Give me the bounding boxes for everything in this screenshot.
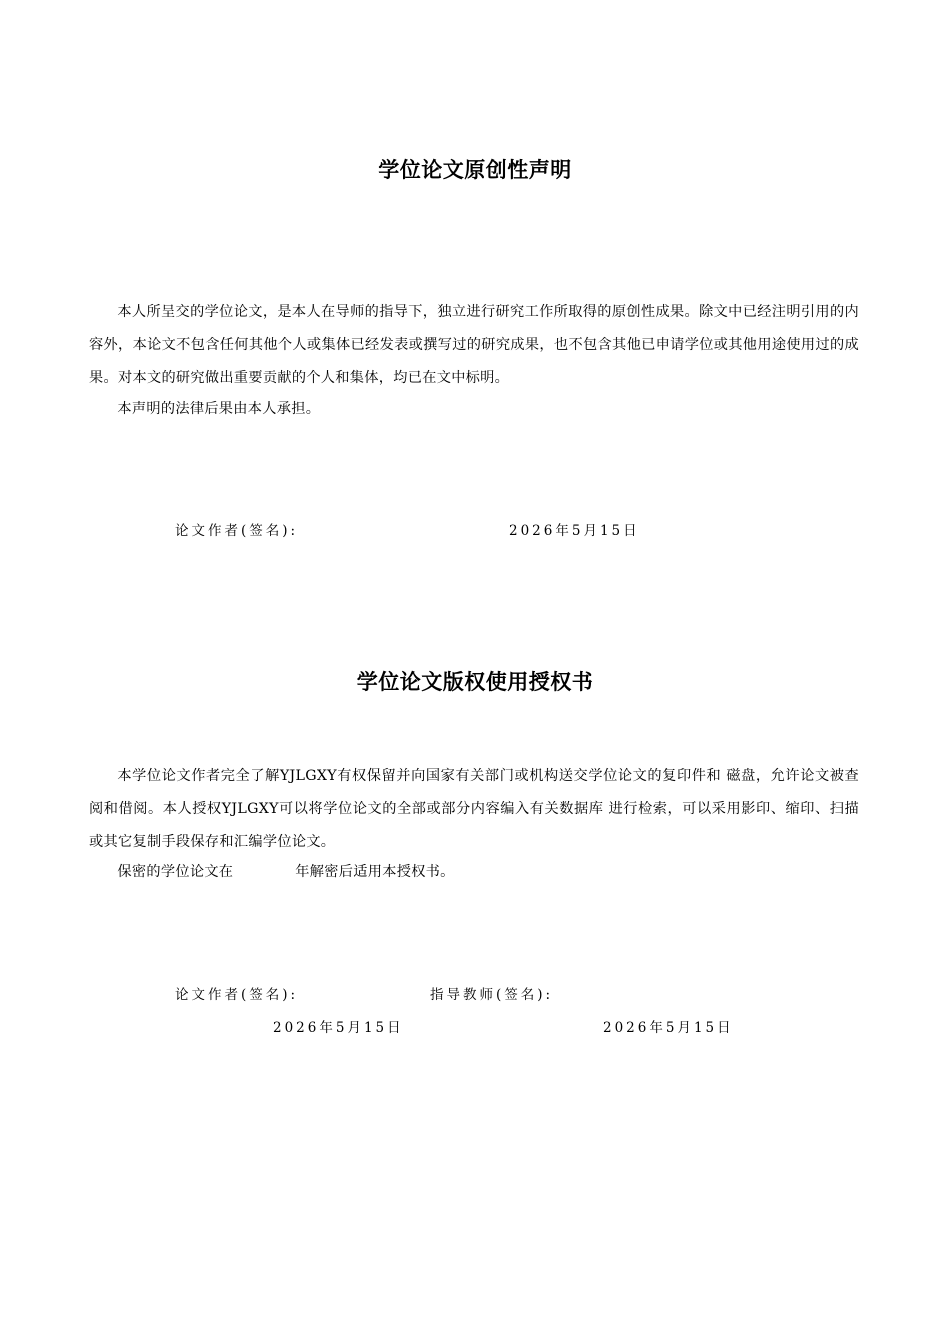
confidential-prefix: 保密的学位论文在	[117, 864, 234, 880]
authorization-advisor-signature-label: 指导教师(签名):	[430, 987, 554, 1003]
authorization-confidential	[89, 860, 859, 884]
confidential-suffix: 年解密后适用本授权书。	[295, 864, 455, 880]
originality-date: 2026年5月15日	[509, 523, 640, 539]
originality-liability: 本声明的法律后果由本人承担。	[117, 401, 321, 417]
authorization-title: 学位论文版权使用授权书	[356, 670, 594, 694]
originality-title: 学位论文原创性声明	[378, 158, 572, 182]
authorization-author-date: 2026年5月15日	[273, 1020, 404, 1036]
originality-author-signature-label: 论文作者(签名):	[175, 523, 299, 539]
authorization-body: 本学位论文作者完全了解YJLGXY有权保留并向国家有关部门或机构送交学位论文的复印件和 磁盘，允许论文被查阅和借阅。本人授权YJLGXY可以将学位论文的全部或部分内容编入有关数据库 进行检索，可以采用影印、缩印、扫描或其它复制手段保存和汇编学位论文。	[89, 768, 859, 850]
originality-body: 本人所呈交的学位论文，是本人在导师的指导下，独立进行研究工作所取得的原创性成果。除文中已经注明引用的内容外，本论文不包含任何其他个人或集体已经发表或撰写过的研究成果，也不包含其他已申请学位或其他用途使用过的成果。对本文的研究做出重要贡献的个人和集体，均已在文中标明。	[89, 304, 859, 386]
authorization-author-signature-label: 论文作者(签名):	[175, 987, 299, 1003]
authorization-advisor-date: 2026年5月15日	[603, 1020, 734, 1036]
